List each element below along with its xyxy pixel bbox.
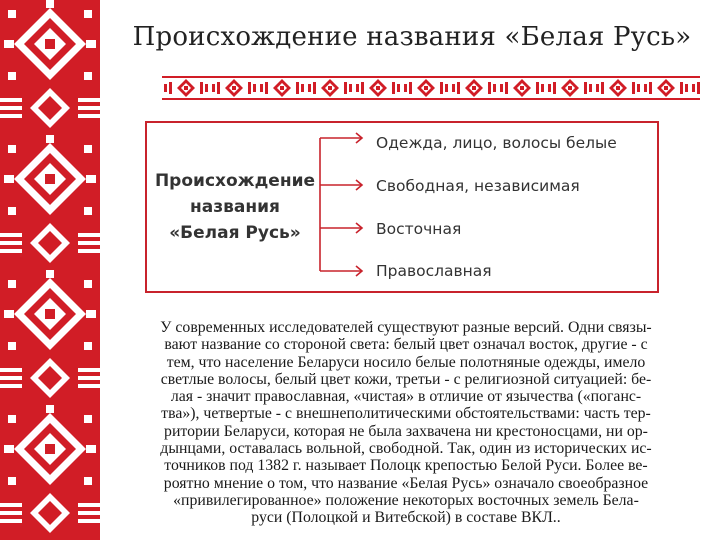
diagram-item: Свободная, независимая	[376, 177, 580, 195]
slide-title: Происхождение названия «Белая Русь»	[132, 22, 692, 52]
body-line: лая - значит православная, «чистая» в отличие от язычества («поганс-	[170, 388, 642, 406]
diagram-center-line: «Белая Русь»	[169, 223, 301, 243]
ribbon-ornament-icon	[162, 76, 700, 100]
body-line: руси (Полоцкой и Витебской) в составе ВКЛ..	[251, 509, 561, 527]
body-line: роятно мнение о том, что название «Белая Русь» означало своеобразное	[163, 474, 649, 492]
body-line: «привилегированное» положение некоторых восточных земель Бела-	[173, 491, 639, 509]
body-line: ритории Беларуси, которая не была захвачена ни крестоносцами, ни ор-	[164, 422, 648, 440]
body-line: точников под 1382 г. называет Полоцк крепостью Белой Руси. Более ве-	[164, 457, 648, 475]
embroidery-ornament-icon	[0, 0, 100, 540]
diagram-center-label	[150, 168, 320, 246]
ornament-strip	[0, 0, 100, 540]
body-paragraph	[108, 319, 704, 527]
diagram-item: Одежда, лицо, волосы белые	[376, 134, 617, 152]
diagram-item: Восточная	[376, 220, 462, 238]
body-line: светлые волосы, белый цвет кожи, третьи - с религиозной ситуацией: бе-	[160, 370, 652, 388]
diagram-item: Православная	[376, 262, 492, 280]
body-line: тва»), четвертые - с внешнеполитическими обстоятельствами: часть тер-	[161, 405, 651, 423]
diagram-center-line: Происхождение	[154, 171, 316, 191]
diagram-center-line: названия	[190, 197, 280, 217]
body-line: вают название со стороной света: белый цвет означал восток, другие - с	[164, 336, 648, 354]
body-line: дынцами, оставалась вольной, свободной. Так, один из исторических ис-	[160, 440, 652, 458]
diagram-connector-lines	[300, 121, 380, 293]
body-line: У современных исследователей существуют разные версий. Одни связы-	[160, 319, 652, 336]
body-line: тем, что население Беларуси носило белые полотняные одежды, имело	[166, 353, 646, 371]
